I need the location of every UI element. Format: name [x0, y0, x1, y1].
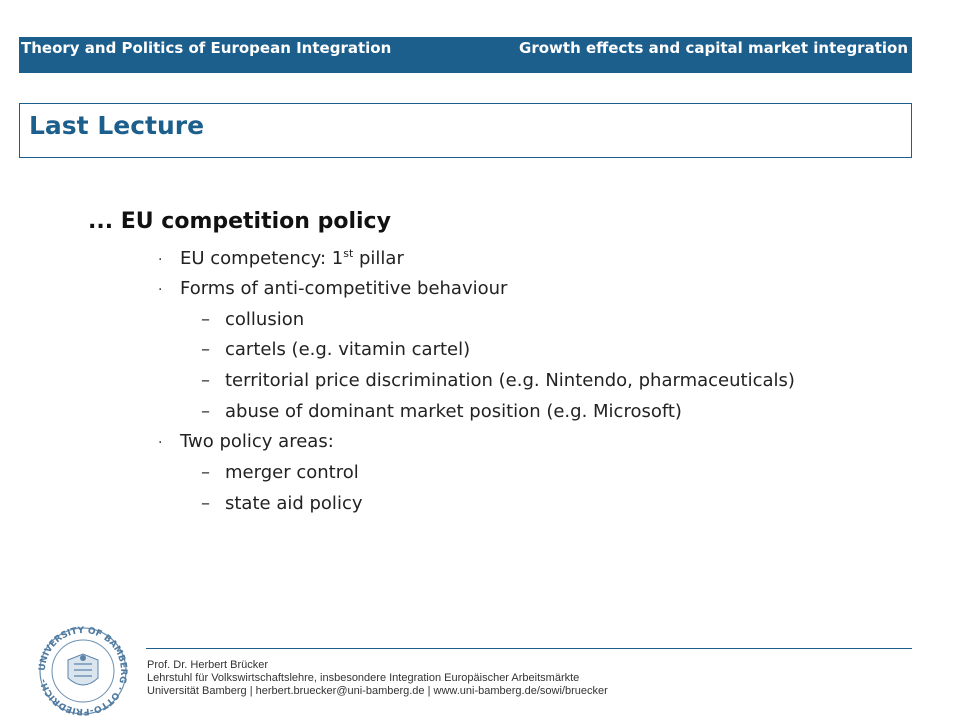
bullet-text: EU competency: 1	[180, 248, 344, 269]
bullet-item	[158, 278, 507, 299]
bullet-dot-icon: ·	[158, 435, 163, 451]
dash-icon: –	[201, 493, 210, 514]
university-seal-icon	[38, 626, 128, 716]
sub-bullet-item	[201, 462, 359, 483]
footer-divider	[146, 648, 912, 649]
sub-bullet-text: abuse of dominant market position (e.g. Microsoft)	[225, 401, 682, 422]
bullet-item	[158, 431, 334, 452]
sub-bullet-item	[201, 339, 470, 360]
section-heading: ... EU competition policy	[88, 209, 391, 234]
title-box	[19, 103, 912, 158]
footer-contact: Universität Bamberg | herbert.bruecker@uni-bamberg.de | www.uni-bamberg.de/sowi/bruecker	[147, 685, 608, 697]
dash-icon: –	[201, 309, 210, 330]
bullet-dot-icon: ·	[158, 252, 163, 268]
bullet-text-tail: pillar	[353, 248, 404, 269]
bullet-dot-icon: ·	[158, 282, 163, 298]
sub-bullet-item	[201, 370, 795, 391]
sub-bullet-text: territorial price discrimination (e.g. Nintendo, pharmaceuticals)	[225, 370, 795, 391]
course-title: Theory and Politics of European Integration	[21, 39, 392, 57]
sub-bullet-text: cartels (e.g. vitamin cartel)	[225, 339, 471, 360]
slide-title: Last Lecture	[29, 111, 205, 140]
dash-icon: –	[201, 401, 210, 422]
dash-icon: –	[201, 339, 210, 360]
superscript: st	[343, 247, 354, 260]
sub-bullet-item	[201, 401, 682, 422]
seal-text: UNIVERSITY OF BAMBERG · OTTO-FRIEDRICH-	[38, 626, 128, 716]
footer-chair: Lehrstuhl für Volkswirtschaftslehre, insbesondere Integration Europäischer Arbeitsmärkte	[147, 672, 580, 684]
footer-name: Prof. Dr. Herbert Brücker	[147, 659, 269, 671]
bullet-text: Forms of anti-competitive behaviour	[180, 278, 508, 299]
sub-bullet-item	[201, 309, 304, 330]
bullet-text: Two policy areas:	[180, 431, 334, 452]
bullet-item	[158, 247, 404, 269]
footer	[147, 659, 608, 698]
header-bar	[19, 37, 912, 73]
sub-bullet-item	[201, 493, 363, 514]
sub-bullet-text: collusion	[225, 309, 305, 330]
lecture-topic: Growth effects and capital market integration	[519, 39, 908, 57]
dash-icon: –	[201, 370, 210, 391]
sub-bullet-text: merger control	[225, 462, 359, 483]
dash-icon: –	[201, 462, 210, 483]
sub-bullet-text: state aid policy	[225, 493, 363, 514]
